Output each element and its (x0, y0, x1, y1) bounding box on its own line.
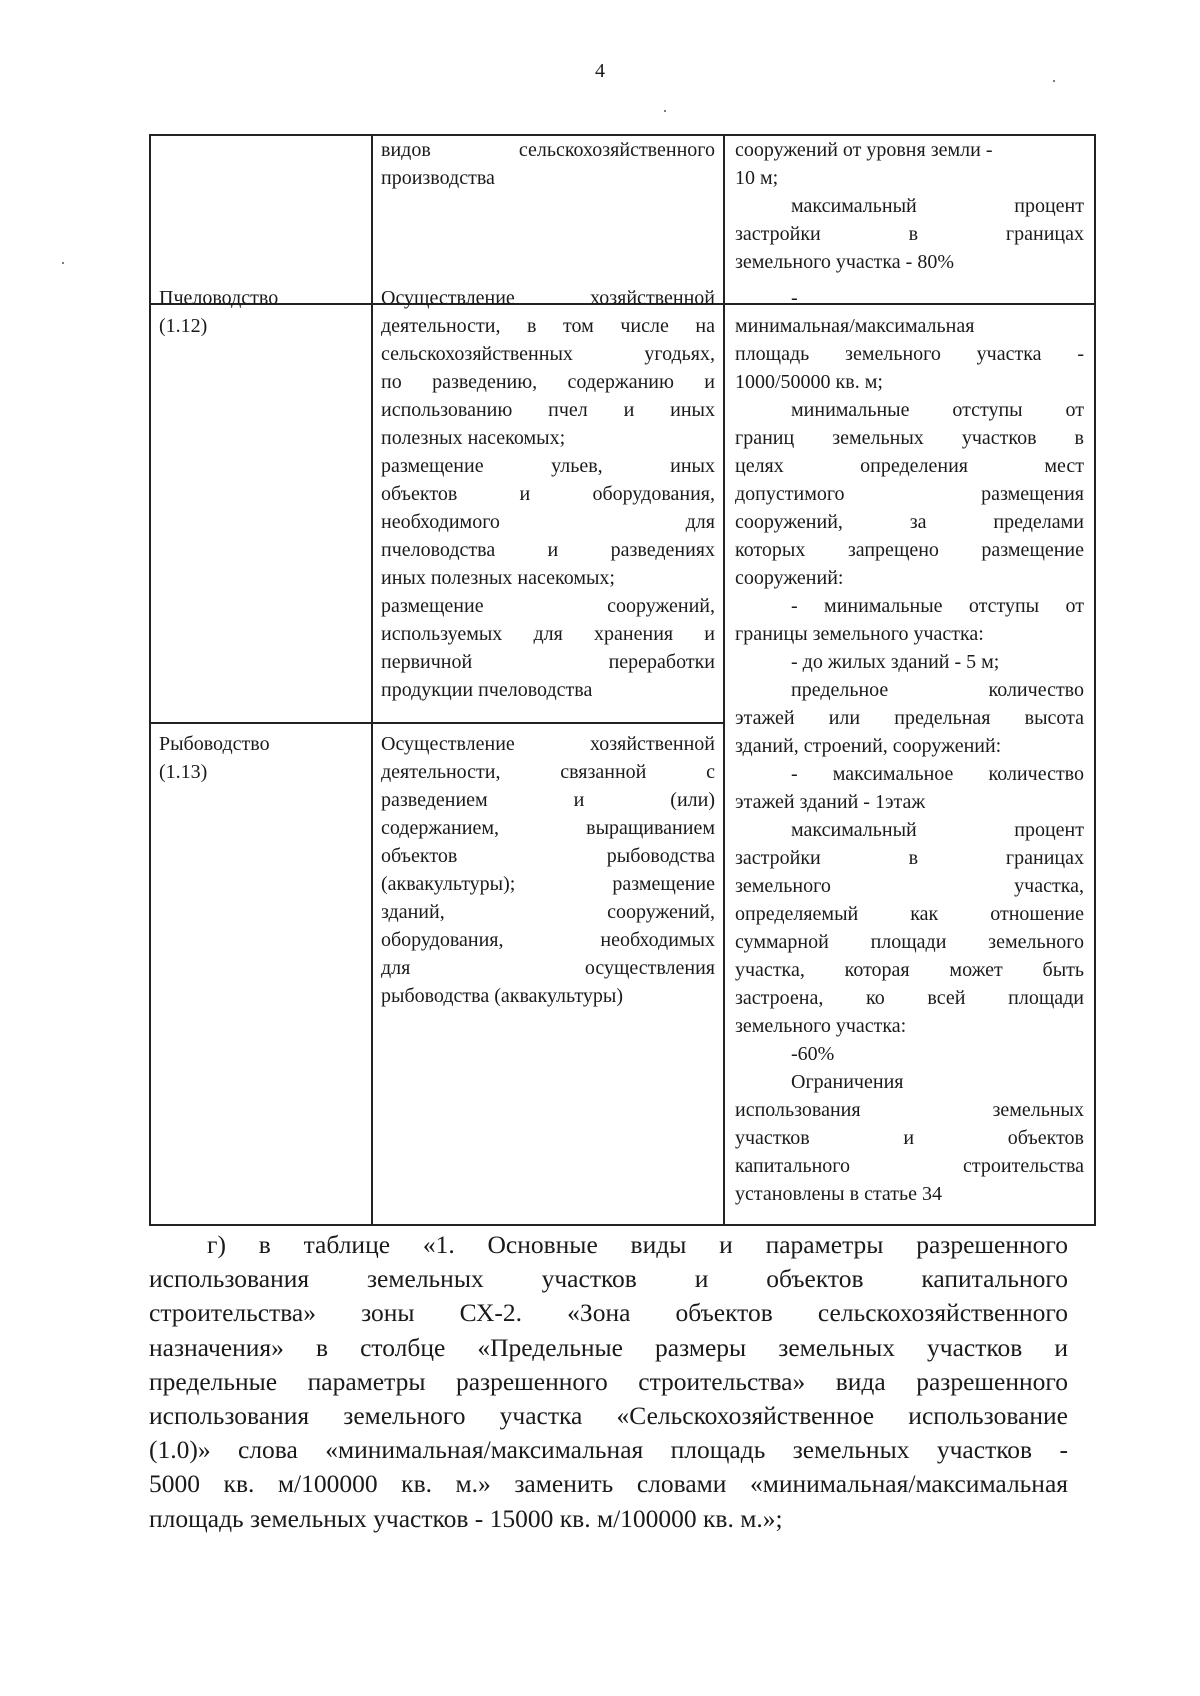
table-text-line: сооружений, за пределами (735, 511, 1084, 533)
table-text-line: деятельности, связанной с (381, 761, 715, 783)
scan-speck (1053, 80, 1055, 82)
table-text-line: застроена, ко всей площади (735, 987, 1084, 1009)
table-text-line: оборудования, необходимых (381, 929, 715, 951)
table-text-line: минимальная/максимальная (735, 315, 975, 337)
table-text-line: используемых для хранения и (381, 623, 715, 645)
paragraph-line: (1.0)» слова «минимальная/максимальная площадь земельных участков - (149, 1435, 1068, 1465)
table-text-line: допустимого размещения (735, 483, 1084, 505)
table-text-line: объектов рыбоводства (381, 845, 715, 867)
table-text-line: сооружений: (735, 567, 844, 589)
table-text-line: - (791, 287, 798, 309)
table-text-line: зданий, сооружений, (381, 901, 715, 923)
table-text-line: границ земельных участков в (735, 427, 1084, 449)
paragraph-line: площадь земельных участков - 15000 кв. м/100000 кв. м.»; (149, 1503, 783, 1533)
paragraph-line: назначения» в столбце «Предельные размеры земельных участков и (149, 1332, 1068, 1362)
cell-shared-params (735, 284, 1084, 1208)
table-text-line: использования земельных (735, 1099, 1084, 1121)
table-text-line: капитального строительства (735, 1155, 1084, 1177)
table-text-line: полезных насекомых; (381, 427, 566, 449)
table-text-line: участка, которая может быть (735, 959, 1084, 981)
table-text-line: размещение ульев, иных (381, 455, 715, 477)
table-text-line: содержанием, выращиванием (381, 817, 715, 839)
table-text-line: максимальный процент (791, 195, 1084, 217)
activity-name: Пчеловодство (159, 287, 279, 309)
activity-name: Рыбоводство (159, 733, 270, 755)
table-text-line: деятельности, в том числе на (381, 315, 715, 337)
table-column-divider (371, 134, 373, 1226)
table-text-line: -60% (791, 1043, 835, 1065)
table-text-line: максимальный процент (791, 819, 1084, 841)
table-text-line: Осуществление хозяйственной (381, 733, 715, 755)
table-text-line: видов сельскохозяйственного (381, 139, 715, 161)
paragraph-line: строительства» зоны СХ-2. «Зона объектов сельскохозяйственного (149, 1298, 1068, 1328)
table-text-line: иных полезных насекомых; (381, 567, 615, 589)
table-text-line: пчеловодства и разведениях (381, 539, 715, 561)
table-text-line: земельного участка, (735, 875, 1084, 897)
table-text-line: - до жилых зданий - 5 м; (791, 651, 1000, 673)
cell-beekeeping-description (381, 284, 715, 704)
table-text-line: Ограничения (791, 1071, 904, 1093)
table-text-line: для осуществления (381, 957, 715, 979)
table-text-line: участков и объектов (735, 1127, 1084, 1149)
zoning-table (149, 134, 1096, 1226)
amendment-paragraph (149, 1228, 1068, 1536)
table-text-line: 1000/50000 кв. м; (735, 371, 883, 393)
table-text-line: рыбоводства (аквакультуры) (381, 985, 623, 1007)
table-text-line: объектов и оборудования, (381, 483, 715, 505)
paragraph-line: использования земельных участков и объектов капитального (149, 1264, 1068, 1294)
table-border-bottom (149, 1224, 1096, 1226)
table-text-line: земельного участка - 80% (735, 251, 954, 273)
activity-code: (1.13) (159, 761, 208, 783)
table-text-line: сельскохозяйственных угодьях, (381, 343, 715, 365)
table-text-line: предельное количество (791, 679, 1084, 701)
table-text-line: - максимальное количество (791, 763, 1084, 785)
table-text-line: этажей или предельная высота (735, 707, 1084, 729)
table-text-line: суммарной площади земельного (735, 931, 1084, 953)
paragraph-line: 5000 кв. м/100000 кв. м.» заменить словами «минимальная/максимальная (149, 1469, 1068, 1499)
table-text-line: этажей зданий - 1этаж (735, 791, 926, 813)
table-text-line: сооружений от уровня земли - (735, 139, 993, 161)
cell-beekeeping-name (159, 284, 364, 340)
table-text-line: производства (381, 167, 495, 189)
table-text-line: 10 м; (735, 167, 779, 189)
paragraph-line: г) в таблице «1. Основные виды и параметры разрешенного (207, 1230, 1068, 1259)
activity-code: (1.12) (159, 315, 208, 337)
table-text-line: зданий, строений, сооружений: (735, 735, 1002, 757)
table-text-line: определяемый как отношение (735, 903, 1084, 925)
table-text-line: (аквакультуры); размещение (381, 873, 715, 895)
table-border-left (149, 134, 151, 1226)
paragraph-line: предельные параметры разрешенного строительства» вида разрешенного (149, 1366, 1068, 1396)
table-text-line: Осуществление хозяйственной (381, 287, 715, 309)
table-text-line: застройки в границах (735, 223, 1084, 245)
table-text-line: по разведению, содержанию и (381, 371, 715, 393)
table-row-divider (149, 722, 725, 724)
table-column-divider (723, 134, 725, 1226)
table-text-line: первичной переработки (381, 651, 715, 673)
table-text-line: минимальные отступы от (791, 399, 1084, 421)
paragraph-line: использования земельного участка «Сельскохозяйственное использование (149, 1401, 1068, 1431)
table-text-line: земельного участка: (735, 1015, 907, 1037)
table-text-line: площадь земельного участка - (735, 343, 1084, 365)
table-text-line: установлены в статье 34 (735, 1183, 943, 1205)
table-text-line: границы земельного участка: (735, 623, 984, 645)
table-text-line: размещение сооружений, (381, 595, 715, 617)
cell-top-description (381, 136, 715, 192)
table-text-line: - минимальные отступы от (791, 595, 1084, 617)
table-text-line: разведением и (или) (381, 789, 715, 811)
table-text-line: застройки в границах (735, 847, 1084, 869)
page-number: 4 (595, 60, 605, 82)
table-text-line: целях определения мест (735, 455, 1084, 477)
scan-speck (664, 110, 666, 112)
scan-speck (62, 262, 64, 264)
cell-fish-name (159, 730, 364, 786)
table-text-line: продукции пчеловодства (381, 679, 593, 701)
table-text-line: использованию пчел и иных (381, 399, 715, 421)
table-border-right (1094, 134, 1096, 1226)
cell-fish-description (381, 730, 715, 1010)
cell-top-params (735, 136, 1084, 276)
table-text-line: необходимого для (381, 511, 715, 533)
table-text-line: которых запрещено размещение (735, 539, 1084, 561)
